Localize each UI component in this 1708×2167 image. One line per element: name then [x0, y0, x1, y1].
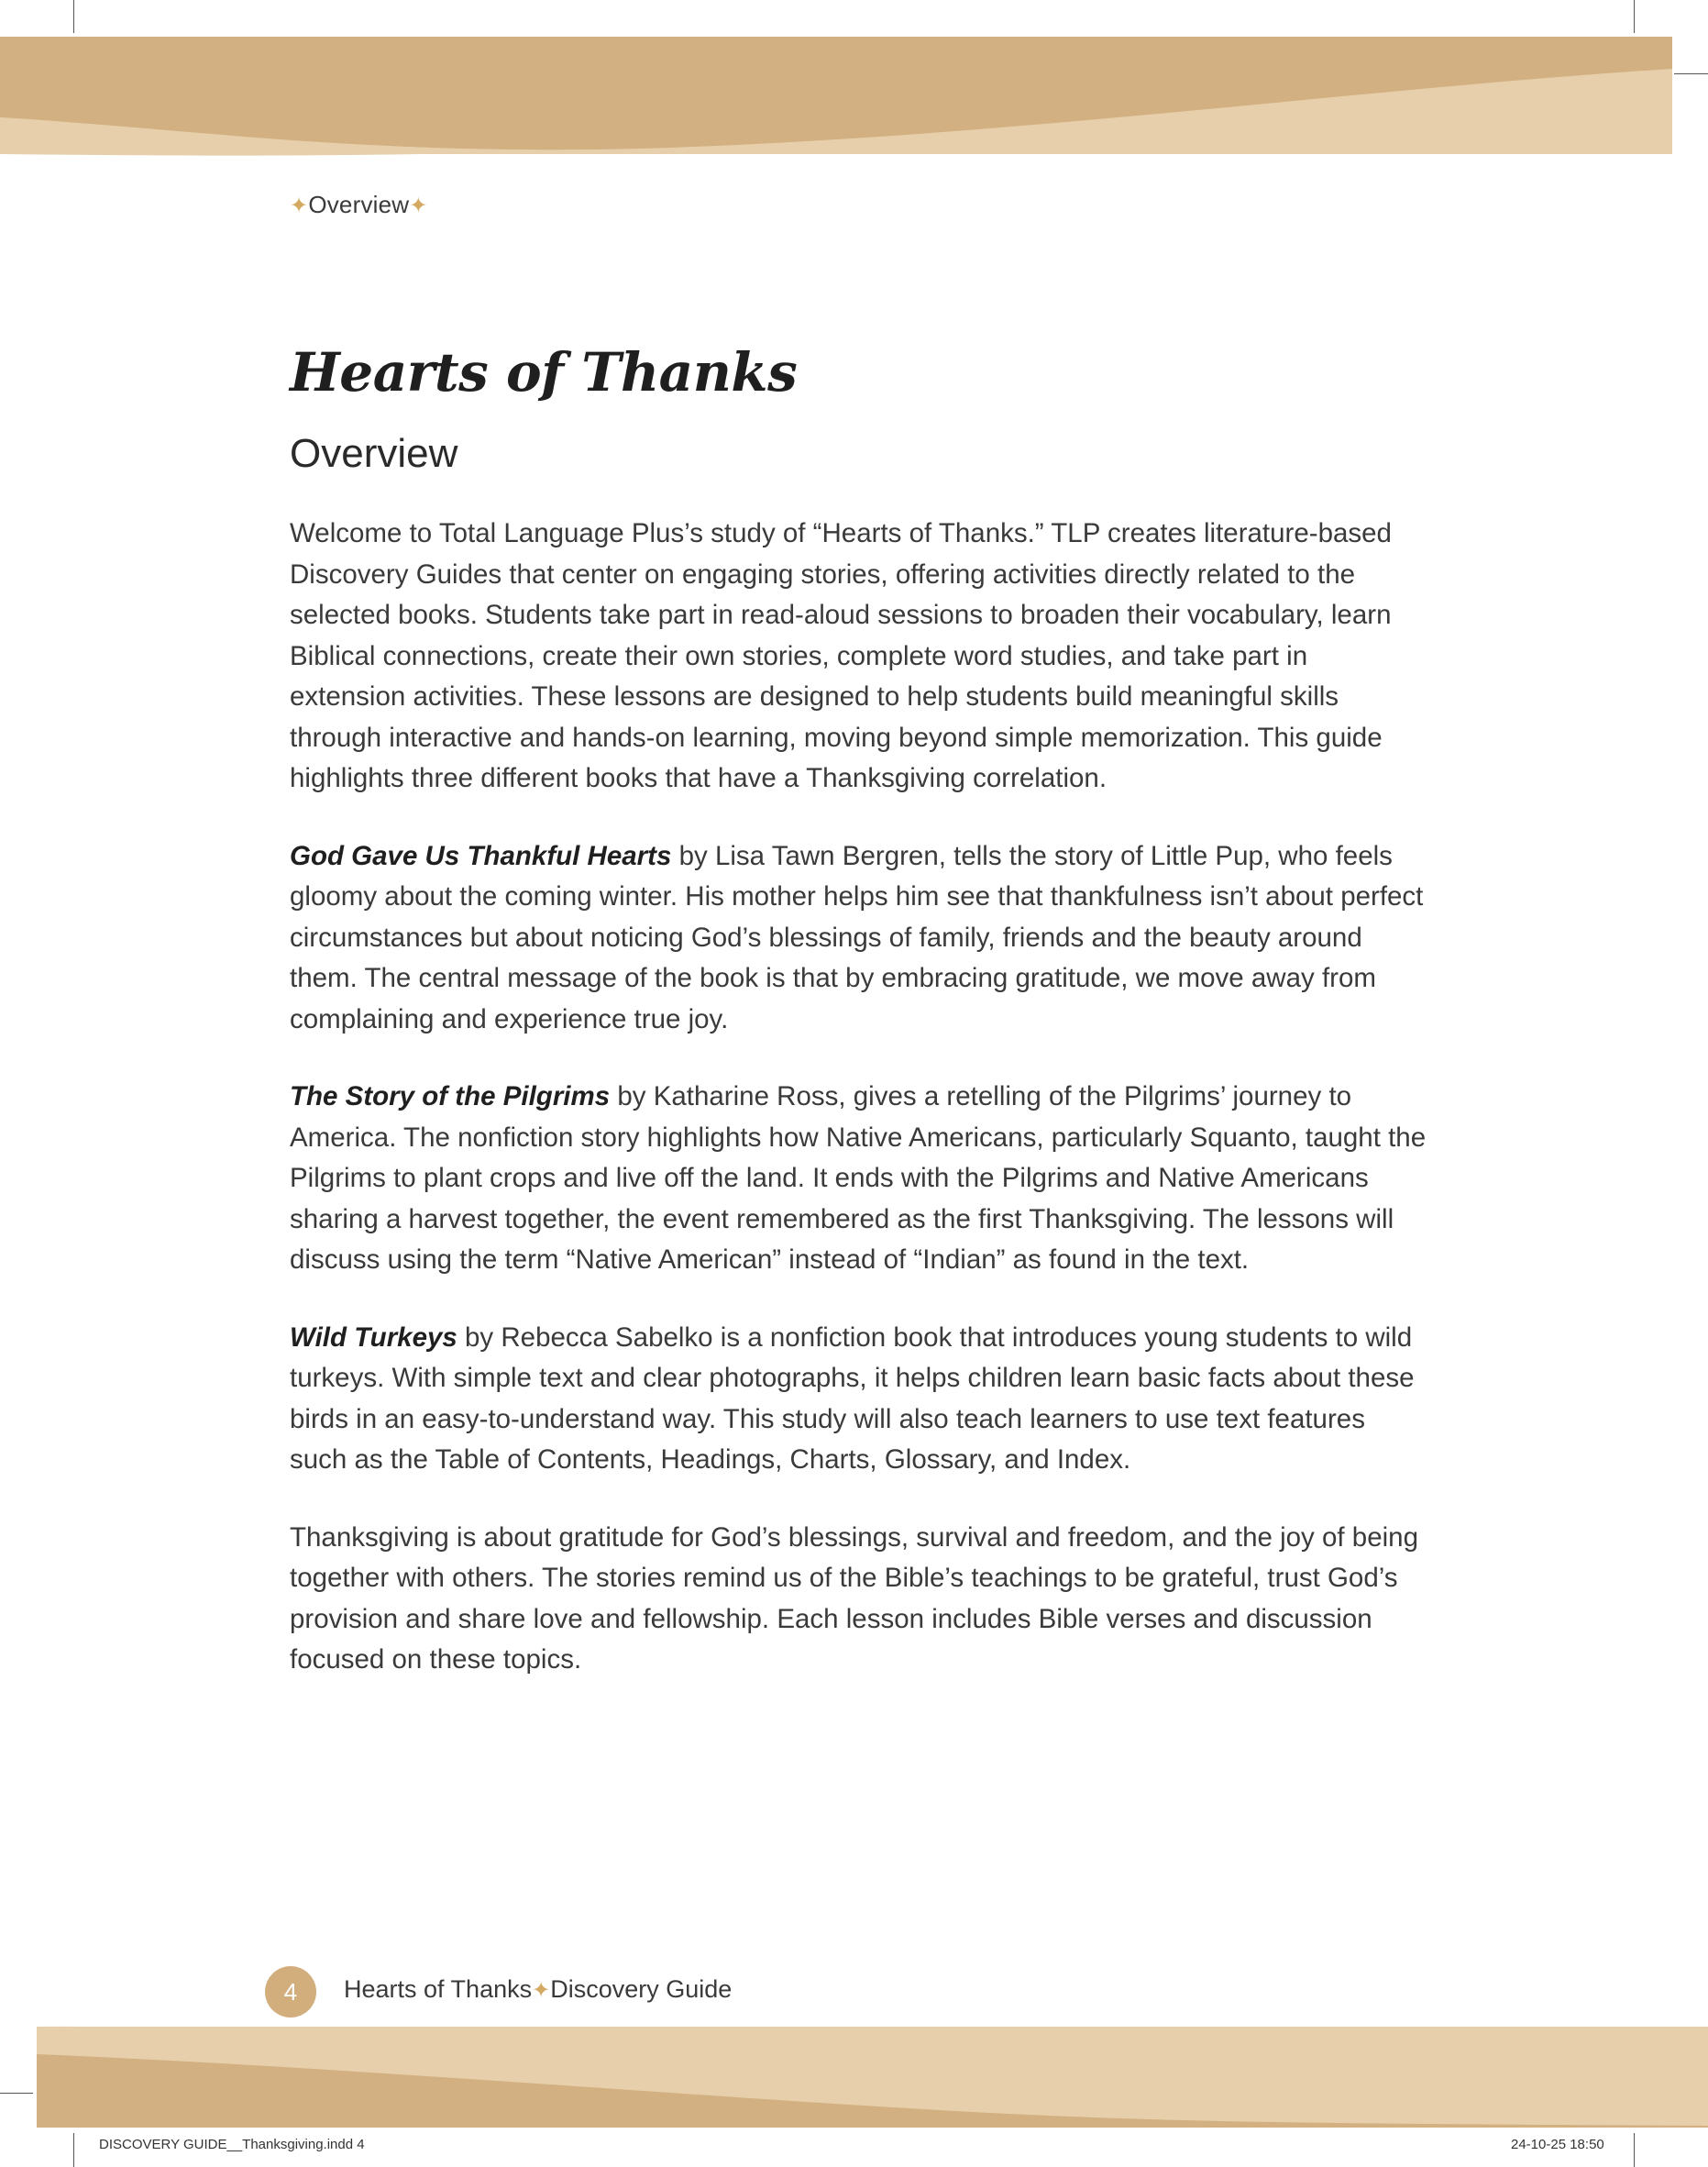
book-paragraph	[290, 1318, 1427, 1481]
footer-title	[344, 1975, 732, 2004]
crop-mark-top-left	[73, 0, 74, 33]
crop-mark-bottom-right	[1634, 2133, 1635, 2167]
footer-guide-title: Hearts of Thanks	[344, 1975, 533, 2003]
page-number: 4	[265, 1966, 316, 2018]
sparkle-icon: ✦	[290, 193, 309, 218]
running-head	[290, 191, 428, 219]
running-head-label: Overview	[308, 191, 410, 218]
closing-paragraph: Thanksgiving is about gratitude for God’s blessings, survival and freedom, and the joy of being together with others. The stories remind us of the Bible’s teachings to be grateful, trust God’s provision and share love and fellowship. Each lesson includes Bible verses and discussion focused on these topics.	[290, 1521, 1418, 1675]
slug-filename: DISCOVERY GUIDE__Thanksgiving.indd 4	[99, 2137, 365, 2152]
footer-band	[0, 2018, 1708, 2128]
section-heading: Overview	[290, 431, 458, 476]
book-description: by Lisa Tawn Bergren, tells the story of Little Pup, who feels gloomy about the coming winter. His mother helps him see that thankfulness isn’t about perfect circumstances but about noticing God’s blessings of family, friends and the beauty around them. The central message of the book is that by embracing gratitude, we move away from complaining and experience true joy.	[290, 840, 1424, 1034]
footer-guide-type: Discovery Guide	[550, 1975, 733, 2003]
slug-timestamp: 24-10-25 18:50	[1511, 2137, 1604, 2152]
book-paragraph	[290, 836, 1427, 1041]
book-title: God Gave Us Thankful Hearts	[290, 840, 672, 871]
book-description: by Katharine Ross, gives a retelling of the Pilgrims’ journey to America. The nonfiction story highlights how Native Americans, particularly Squanto, taught the Pilgrims to plant crops and live off the land. It ends with the Pilgrims and Native Americans sharing a harvest together, the event remembered as the first Thanksgiving. The lessons will discuss using the term “Native American” instead of “Indian” as found in the text.	[290, 1081, 1427, 1275]
sparkle-icon: ✦	[409, 193, 428, 218]
book-title: Wild Turkeys	[290, 1321, 457, 1353]
page-title: Hearts of Thanks	[290, 341, 798, 404]
header-band	[0, 37, 1708, 156]
body-content	[290, 514, 1427, 1718]
crop-mark-bottom-left	[73, 2133, 74, 2167]
book-description: by Rebecca Sabelko is a nonfiction book that introduces young students to wild turkeys. With simple text and clear photographs, it helps children learn basic facts about these birds in an easy-to-understand way. This study will also teach learners to use text features such as the Table of Contents, Headings, Charts, Glossary, and Index.	[290, 1321, 1415, 1475]
crop-mark-top-right	[1634, 0, 1635, 33]
intro-paragraph: Welcome to Total Language Plus’s study of “Hearts of Thanks.” TLP creates literature-based Discovery Guides that center on engaging stories, offering activities directly related to the selected books. Students take part in read-aloud sessions to broaden their vocabulary, learn Biblical connections, create their own stories, complete word studies, and take part in extension activities. These lessons are designed to help students build meaningful skills through interactive and hands-on learning, moving beyond simple memorization. This guide highlights three different books that have a Thanksgiving correlation.	[290, 518, 1392, 793]
book-paragraph	[290, 1077, 1427, 1281]
book-title: The Story of the Pilgrims	[290, 1081, 611, 1111]
sparkle-icon: ✦	[532, 1978, 551, 2003]
